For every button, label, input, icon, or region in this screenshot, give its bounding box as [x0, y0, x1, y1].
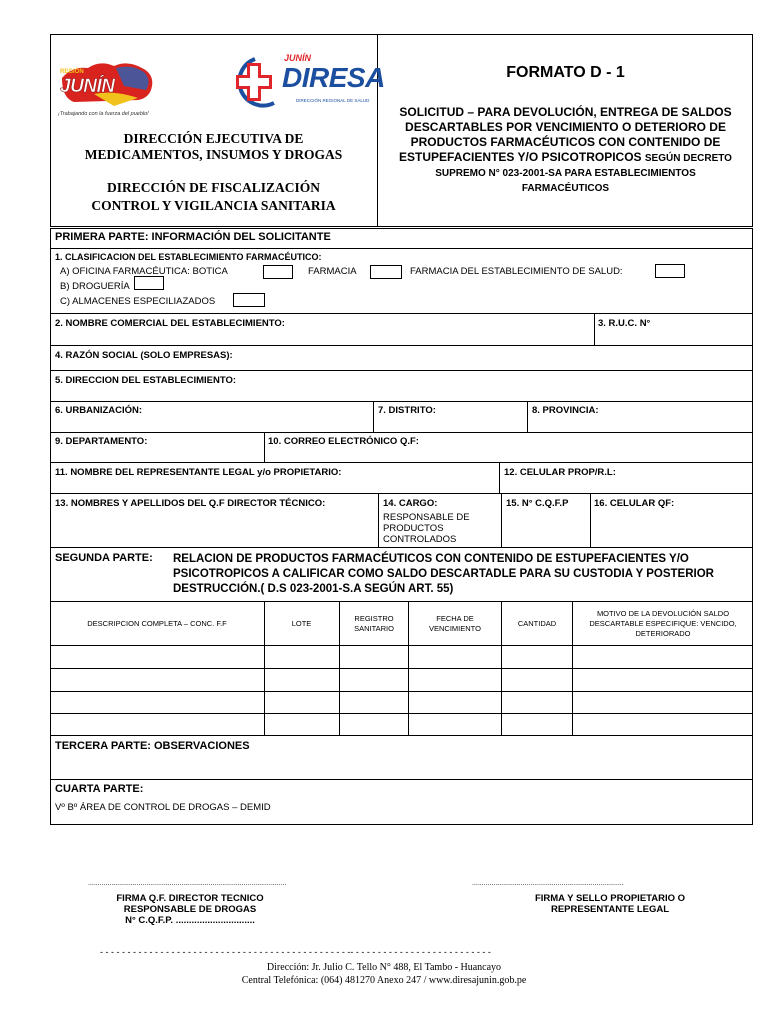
field-district[interactable]: 7. DISTRITO:	[378, 405, 436, 416]
checkbox-drogueria[interactable]	[134, 276, 164, 290]
signature-line-director[interactable]: ......................................................................................................	[88, 880, 287, 887]
col-quantity: CANTIDAD	[517, 618, 557, 628]
option-salud-label: FARMACIA DEL ESTABLECIMIENTO DE SALUD:	[410, 266, 623, 277]
junin-slogan: ¡Trabajando con la fuerza del pueblo!	[58, 111, 149, 117]
field-commercial-name[interactable]: 2. NOMBRE COMERCIAL DEL ESTABLECIMIENTO:	[55, 318, 285, 329]
option-almacenes-label: C) ALMACENES ESPECILIAZADOS	[60, 296, 216, 307]
field-business-name[interactable]: 4. RAZÓN SOCIAL (SOLO EMPRESAS):	[55, 350, 233, 361]
table-row[interactable]	[51, 669, 752, 691]
col-expiry-date: FECHA DE VENCIMIENTO	[429, 613, 481, 633]
format-title: FORMATO D - 1	[506, 64, 625, 81]
directorate-medicines: DIRECCIÓN EJECUTIVA DE MEDICAMENTOS, INSUMOS Y DROGAS	[84, 131, 343, 162]
part2-title: RELACION DE PRODUCTOS FARMACÉUTICOS CON CONTENIDO DE ESTUPEFACIENTES Y/O PSICOTROPICOS A CALIFICAR COMO SALDO DESCARTADLE PARA SU CUSTODIA Y POSTERIOR DESTRUCCIÓN.( D.S 023-2001-S.A SEGÚN ART. 55)	[173, 553, 714, 595]
part2-prefix: SEGUNDA PARTE:	[55, 552, 153, 564]
col-sanitary-registry: REGISTRO SANITARIO	[354, 613, 394, 633]
checkbox-almacenes[interactable]	[233, 293, 265, 307]
signature-owner: FIRMA Y SELLO PROPIETARIO O REPRESENTANTE LEGAL	[534, 893, 686, 915]
table-row[interactable]	[51, 714, 752, 735]
position-value: RESPONSABLE DE PRODUCTOS CONTROLADOS	[383, 512, 470, 545]
table-row[interactable]	[51, 646, 752, 668]
signature-director: FIRMA Q.F. DIRECTOR TECNICO RESPONSABLE DE DROGAS N° C.Q.F.P. ..............................	[116, 893, 264, 926]
part1-title: PRIMERA PARTE: INFORMACIÓN DEL SOLICITANTE	[55, 231, 331, 243]
checkbox-botica[interactable]	[263, 265, 293, 279]
option-farmacia-label: FARMACIA	[308, 266, 357, 277]
diresa-sub: DIRECCIÓN REGIONAL DE SALUD	[296, 98, 370, 103]
footer-dashes: - - - - - - - - - - - - - - - - - - - - - - - - - - - - - - - - - - - - - - - - - - - - - -- - - - - - - - - - - - - - - - - - - - - - - - - -	[100, 947, 491, 957]
directorate-inspection: DIRECCIÓN DE FISCALIZACIÓN CONTROL Y VIGILANCIA SANITARIA	[91, 180, 336, 213]
field-technical-director[interactable]: 13. NOMBRES Y APELLIDOS DEL Q.F DIRECTOR TÉCNICO:	[55, 498, 326, 509]
diresa-top: JUNÍN	[284, 53, 312, 63]
field-address[interactable]: 5. DIRECCION DEL ESTABLECIMIENTO:	[55, 375, 237, 386]
field-qf-phone[interactable]: 16. CELULAR QF:	[594, 498, 675, 509]
field-province[interactable]: 8. PROVINCIA:	[532, 405, 599, 416]
option-drogueria-label: B) DROGUERÍA	[60, 281, 130, 292]
option-botica-label: A) OFICINA FARMACÉUTICA: BOTICA	[60, 266, 228, 277]
field-email[interactable]: 10. CORREO ELECTRÓNICO Q.F:	[268, 436, 419, 447]
junin-logo-text: JUNÍN	[60, 76, 115, 97]
field-position: 14. CARGO:	[383, 498, 438, 509]
table-row[interactable]	[51, 692, 752, 713]
request-title: SOLICITUD – PARA DEVOLUCIÓN, ENTREGA DE SALDOS DESCARTABLES POR VENCIMIENTO O DETERIORO DE PRODUCTOS FARMACÉUTICOS CON CONTENIDO DE ESTUPEFACIENTES Y/O PSICOTROPICOS SEGÚN DECRETO SUPREMO N° 023-2001-SA PARA ESTABLECIMIENTOS FARMACÉUTICOS	[399, 105, 732, 194]
observations-area[interactable]	[51, 756, 752, 778]
diresa-name: DIRESA	[282, 62, 385, 93]
junin-logo	[54, 56, 164, 122]
field-ruc[interactable]: 3. R.U.C. N°	[598, 318, 651, 329]
col-reason: MOTIVO DE LA DEVOLUCIÓN SALDO DESCARTABLE ESPECIFIQUE: VENCIDO, DETERIORADO	[589, 608, 737, 638]
diresa-logo	[230, 53, 385, 115]
part4-approval: Vº Bº ÁREA DE CONTROL DE DROGAS – DEMID	[55, 802, 271, 813]
field-urbanization[interactable]: 6. URBANIZACIÓN:	[55, 405, 143, 416]
signature-line-owner[interactable]: ..............................................................................	[472, 880, 624, 887]
field-legal-representative[interactable]: 11. NOMBRE DEL REPRESENTANTE LEGAL y/o PROPIETARIO:	[55, 467, 342, 478]
field-department[interactable]: 9. DEPARTAMENTO:	[55, 436, 148, 447]
checkbox-farmacia[interactable]	[370, 265, 402, 279]
field-owner-phone[interactable]: 12. CELULAR PROP/R.L:	[504, 467, 616, 478]
footer-phone: Central Telefónica: (064) 481270 Anexo 247 / www.diresajunin.gob.pe	[241, 975, 527, 986]
checkbox-salud[interactable]	[655, 264, 685, 278]
col-lot: LOTE	[291, 618, 312, 628]
footer-address: Dirección: Jr. Julio C. Tello N° 488, El Tambo - Huancayo	[266, 962, 502, 973]
col-description: DESCRIPCION COMPLETA – CONC. F.F	[87, 618, 227, 628]
field-cqfp[interactable]: 15. N° C.Q.F.P	[506, 498, 569, 509]
part4-title: CUARTA PARTE:	[55, 783, 144, 795]
junin-logo-top: REGIÓN	[60, 69, 84, 75]
field-classification: 1. CLASIFICACION DEL ESTABLECIMIENTO FARMACÉUTICO:	[55, 252, 322, 262]
part3-title: TERCERA PARTE: OBSERVACIONES	[55, 740, 250, 752]
